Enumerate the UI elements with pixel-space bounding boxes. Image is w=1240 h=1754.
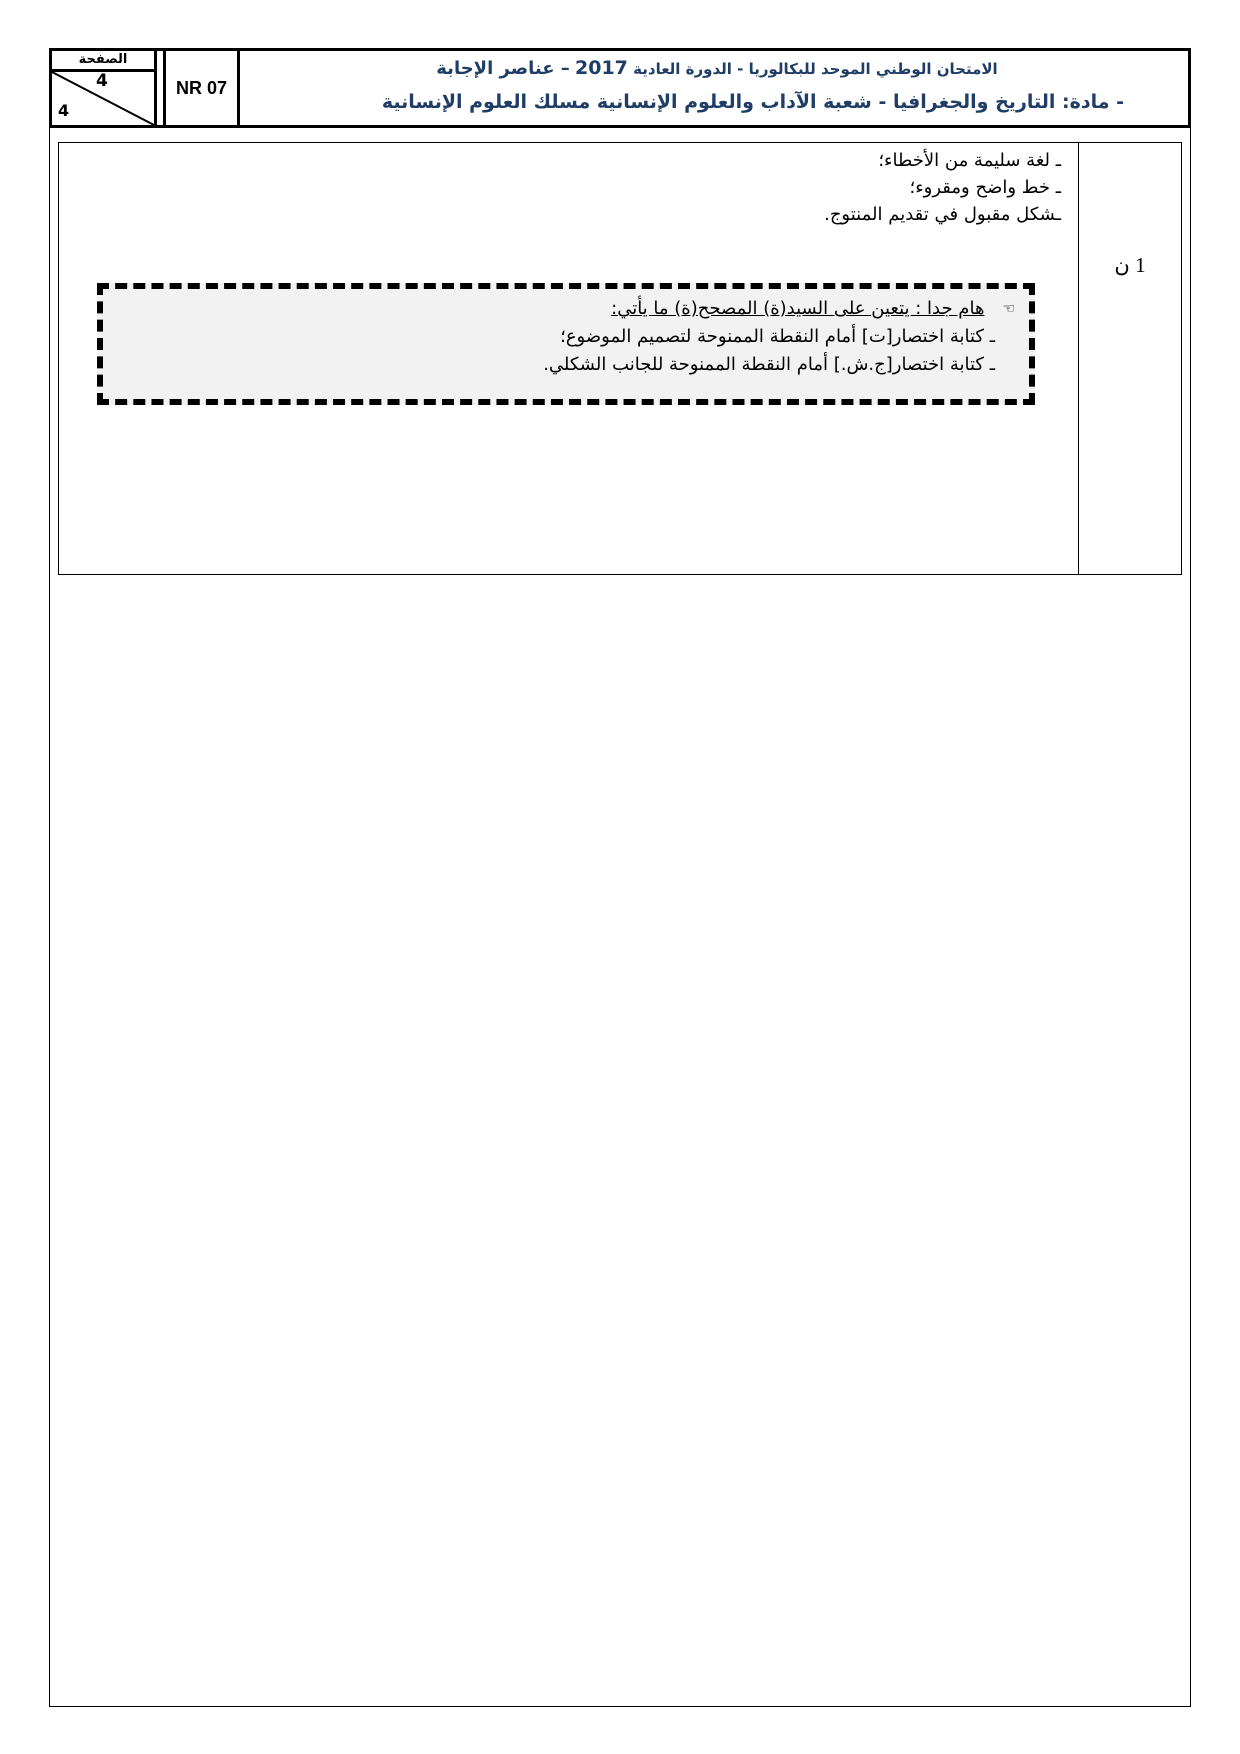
pointing-hand-icon: ☜ <box>1002 301 1015 317</box>
exam-title <box>246 51 1188 125</box>
criteria-item: ـشكل مقبول في تقديم المنتوج. <box>824 204 1061 225</box>
important-note-box <box>97 283 1035 405</box>
exam-title-line1 <box>246 57 1188 79</box>
note-item: ـ كتابة اختصار[ج.ش.] أمام النقطة الممنوحة للجانب الشكلي. <box>543 354 995 375</box>
note-item: ـ كتابة اختصار[ت] أمام النقطة الممنوحة لتصميم الموضوع؛ <box>560 326 995 347</box>
page-number-box <box>52 51 157 125</box>
note-content <box>543 295 1015 379</box>
page-label: الصفحة <box>52 51 154 72</box>
exam-title-session: الامتحان الوطني الموحد للبكالوريا - الدورة العادية <box>633 60 998 78</box>
score-column <box>1078 143 1181 574</box>
exam-title-answers: – عناصر الإجابة <box>436 58 570 79</box>
note-title-line <box>543 295 1015 323</box>
criteria-list <box>824 147 1061 228</box>
exam-title-year: 2017 <box>575 57 628 79</box>
criteria-item: ـ لغة سليمة من الأخطاء؛ <box>878 150 1061 171</box>
exam-code: NR 07 <box>163 51 240 125</box>
page-total: 4 <box>58 101 70 120</box>
criteria-item: ـ خط واضح ومقروء؛ <box>909 177 1061 198</box>
exam-title-subject: - مادة: التاريخ والجغرافيا - شعبة الآداب والعلوم الإنسانية مسلك العلوم الإنسانية <box>381 91 1124 113</box>
score-value: 1 ن <box>1114 253 1146 277</box>
note-title: هام جدا : يتعين على السيد(ة) المصحح(ة) ما يأتي: <box>611 298 985 319</box>
exam-header <box>49 48 1191 128</box>
page-current: 4 <box>96 71 108 91</box>
